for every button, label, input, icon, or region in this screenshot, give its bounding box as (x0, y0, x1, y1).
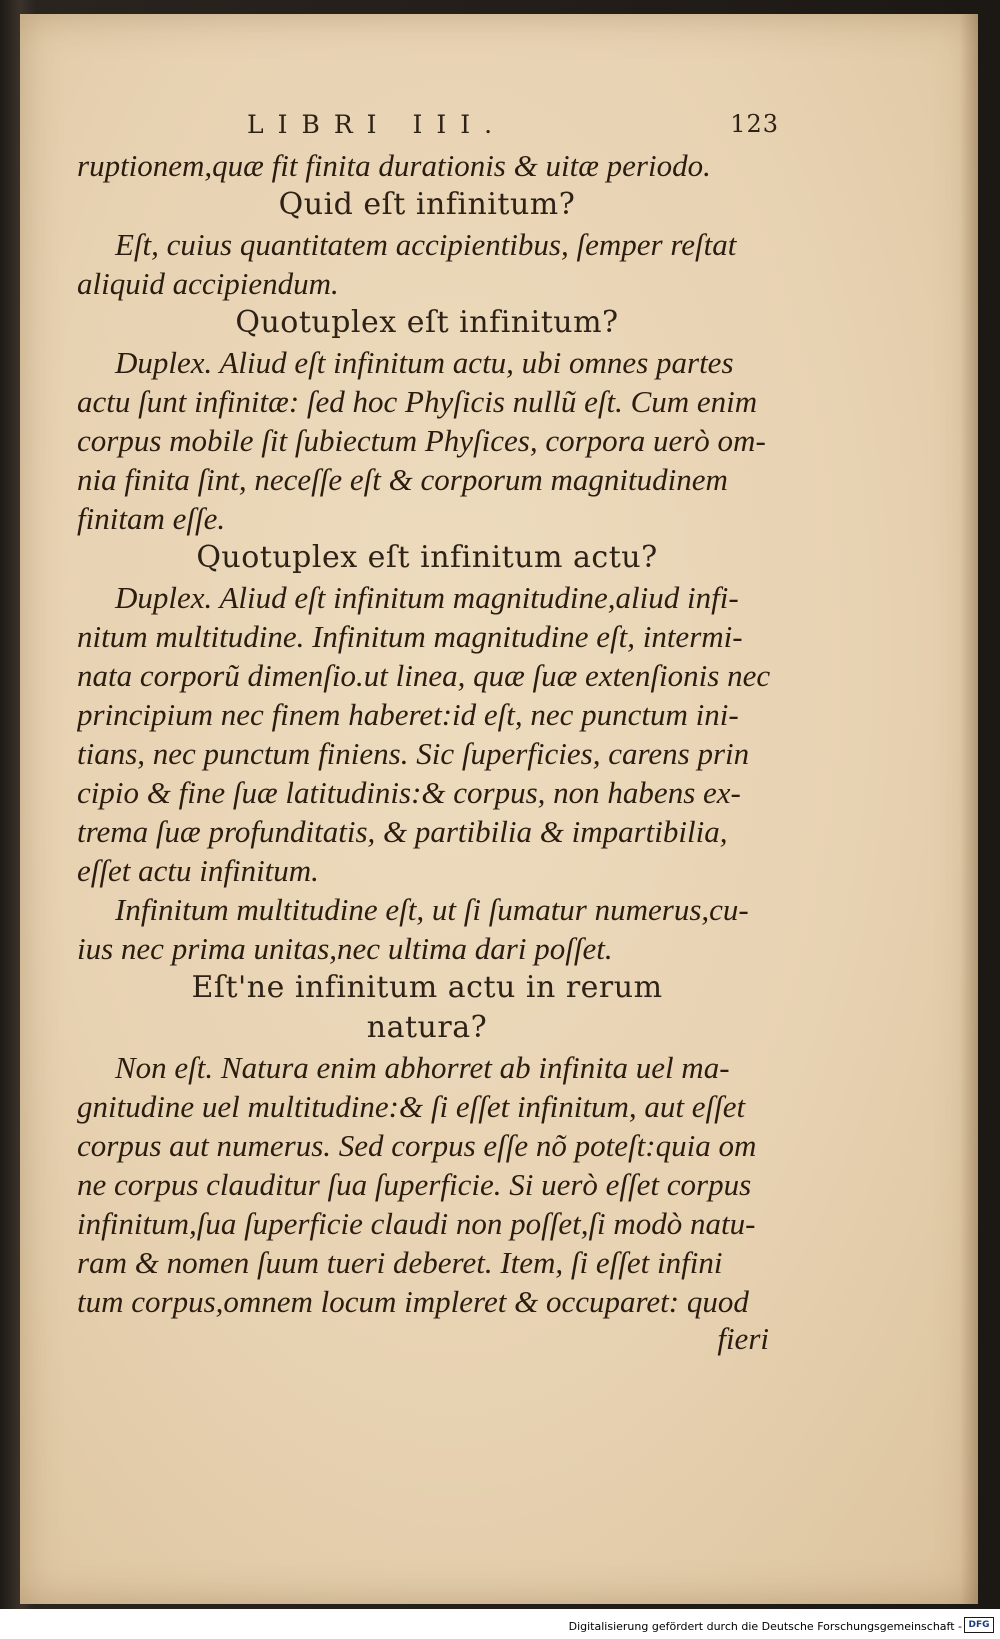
text-line: Duplex. Aliud eſt infinitum magnitudine,aliud infi- (115, 580, 739, 615)
text-line: corpus aut numerus. Sed corpus eſſe nõ poteſt:quia om (77, 1128, 757, 1163)
text-line: principium nec finem haberet:id eſt, nec punctum ini- (77, 697, 739, 732)
text-line: tians, nec punctum finiens. Sic ſuperficies, carens prin (77, 736, 750, 771)
text-line: ram & nomen ſuum tueri deberet. Item, ſi eſſet infini (77, 1245, 723, 1280)
text-line: gnitudine uel multitudine:& ſi eſſet infinitum, aut eſſet (77, 1089, 746, 1124)
text-line: infinitum,ſua ſuperficie claudi non poſſet,ſi modò natu- (77, 1206, 756, 1241)
text-line: aliquid accipiendum. (77, 266, 339, 301)
book-page (20, 14, 978, 1604)
text-line: ruptionem,quæ fit finita durationis & uitæ periodo. (77, 148, 711, 183)
text-line: nata corporũ dimenſio.ut linea, quæ ſuæ extenſionis nec (77, 658, 771, 693)
text-line: finitam eſſe. (77, 501, 226, 536)
running-head-title: LIBRI III. (247, 110, 507, 139)
text-line: nitum multitudine. Infinitum magnitudine eſt, intermi- (77, 619, 743, 654)
text-line: eſſet actu infinitum. (77, 853, 319, 888)
running-head (77, 106, 777, 146)
text-line: nia finita ſint, neceſſe eſt & corporum magnitudinem (77, 462, 728, 497)
text-line: actu ſunt infinitæ: ſed hoc Phyſicis nullũ eſt. Cum enim (77, 384, 758, 419)
text-line: cipio & fine ſuæ latitudinis:& corpus, non habens ex- (77, 775, 741, 810)
body-text (77, 146, 777, 1321)
digitization-footer (0, 1609, 1000, 1639)
text-line: corpus mobile ſit ſubiectum Phyſices, corpora uerò om- (77, 423, 766, 458)
section-heading: Quotuplex eſt infinitum? (235, 305, 619, 340)
text-line: tum corpus,omnem locum impleret & occuparet: quod (77, 1284, 749, 1319)
text-line: Infinitum multitudine eſt, ut ſi ſumatur numerus,cu- (115, 892, 749, 927)
text-line: Duplex. Aliud eſt infinitum actu, ubi omnes partes (115, 345, 734, 380)
text-line: ne corpus clauditur ſua ſuperficie. Si uerò eſſet corpus (77, 1167, 752, 1202)
section-heading: natura? (366, 1010, 488, 1045)
footer-credit: Digitalisierung gefördert durch die Deutsche Forschungsgemeinschaft - (568, 1620, 962, 1633)
section-heading: Quotuplex eſt infinitum actu? (196, 540, 658, 575)
section-heading: Eſt'ne infinitum actu in rerum (191, 970, 663, 1005)
catchword-row (77, 1321, 777, 1361)
text-line: trema ſuæ profunditatis, & partibilia & impartibilia, (77, 814, 728, 849)
section-heading: Quid eſt infinitum? (278, 187, 576, 222)
catchword: fieri (717, 1321, 769, 1356)
folio-number: 123 (730, 110, 779, 138)
text-line: Non eſt. Natura enim abhorret ab infinita uel ma- (115, 1050, 730, 1085)
text-block (77, 106, 777, 1361)
dfg-logo: DFG (964, 1617, 994, 1633)
text-line: ius nec prima unitas,nec ultima dari poſſet. (77, 931, 613, 966)
text-line: Eſt, cuius quantitatem accipientibus, ſemper reſtat (115, 227, 737, 262)
